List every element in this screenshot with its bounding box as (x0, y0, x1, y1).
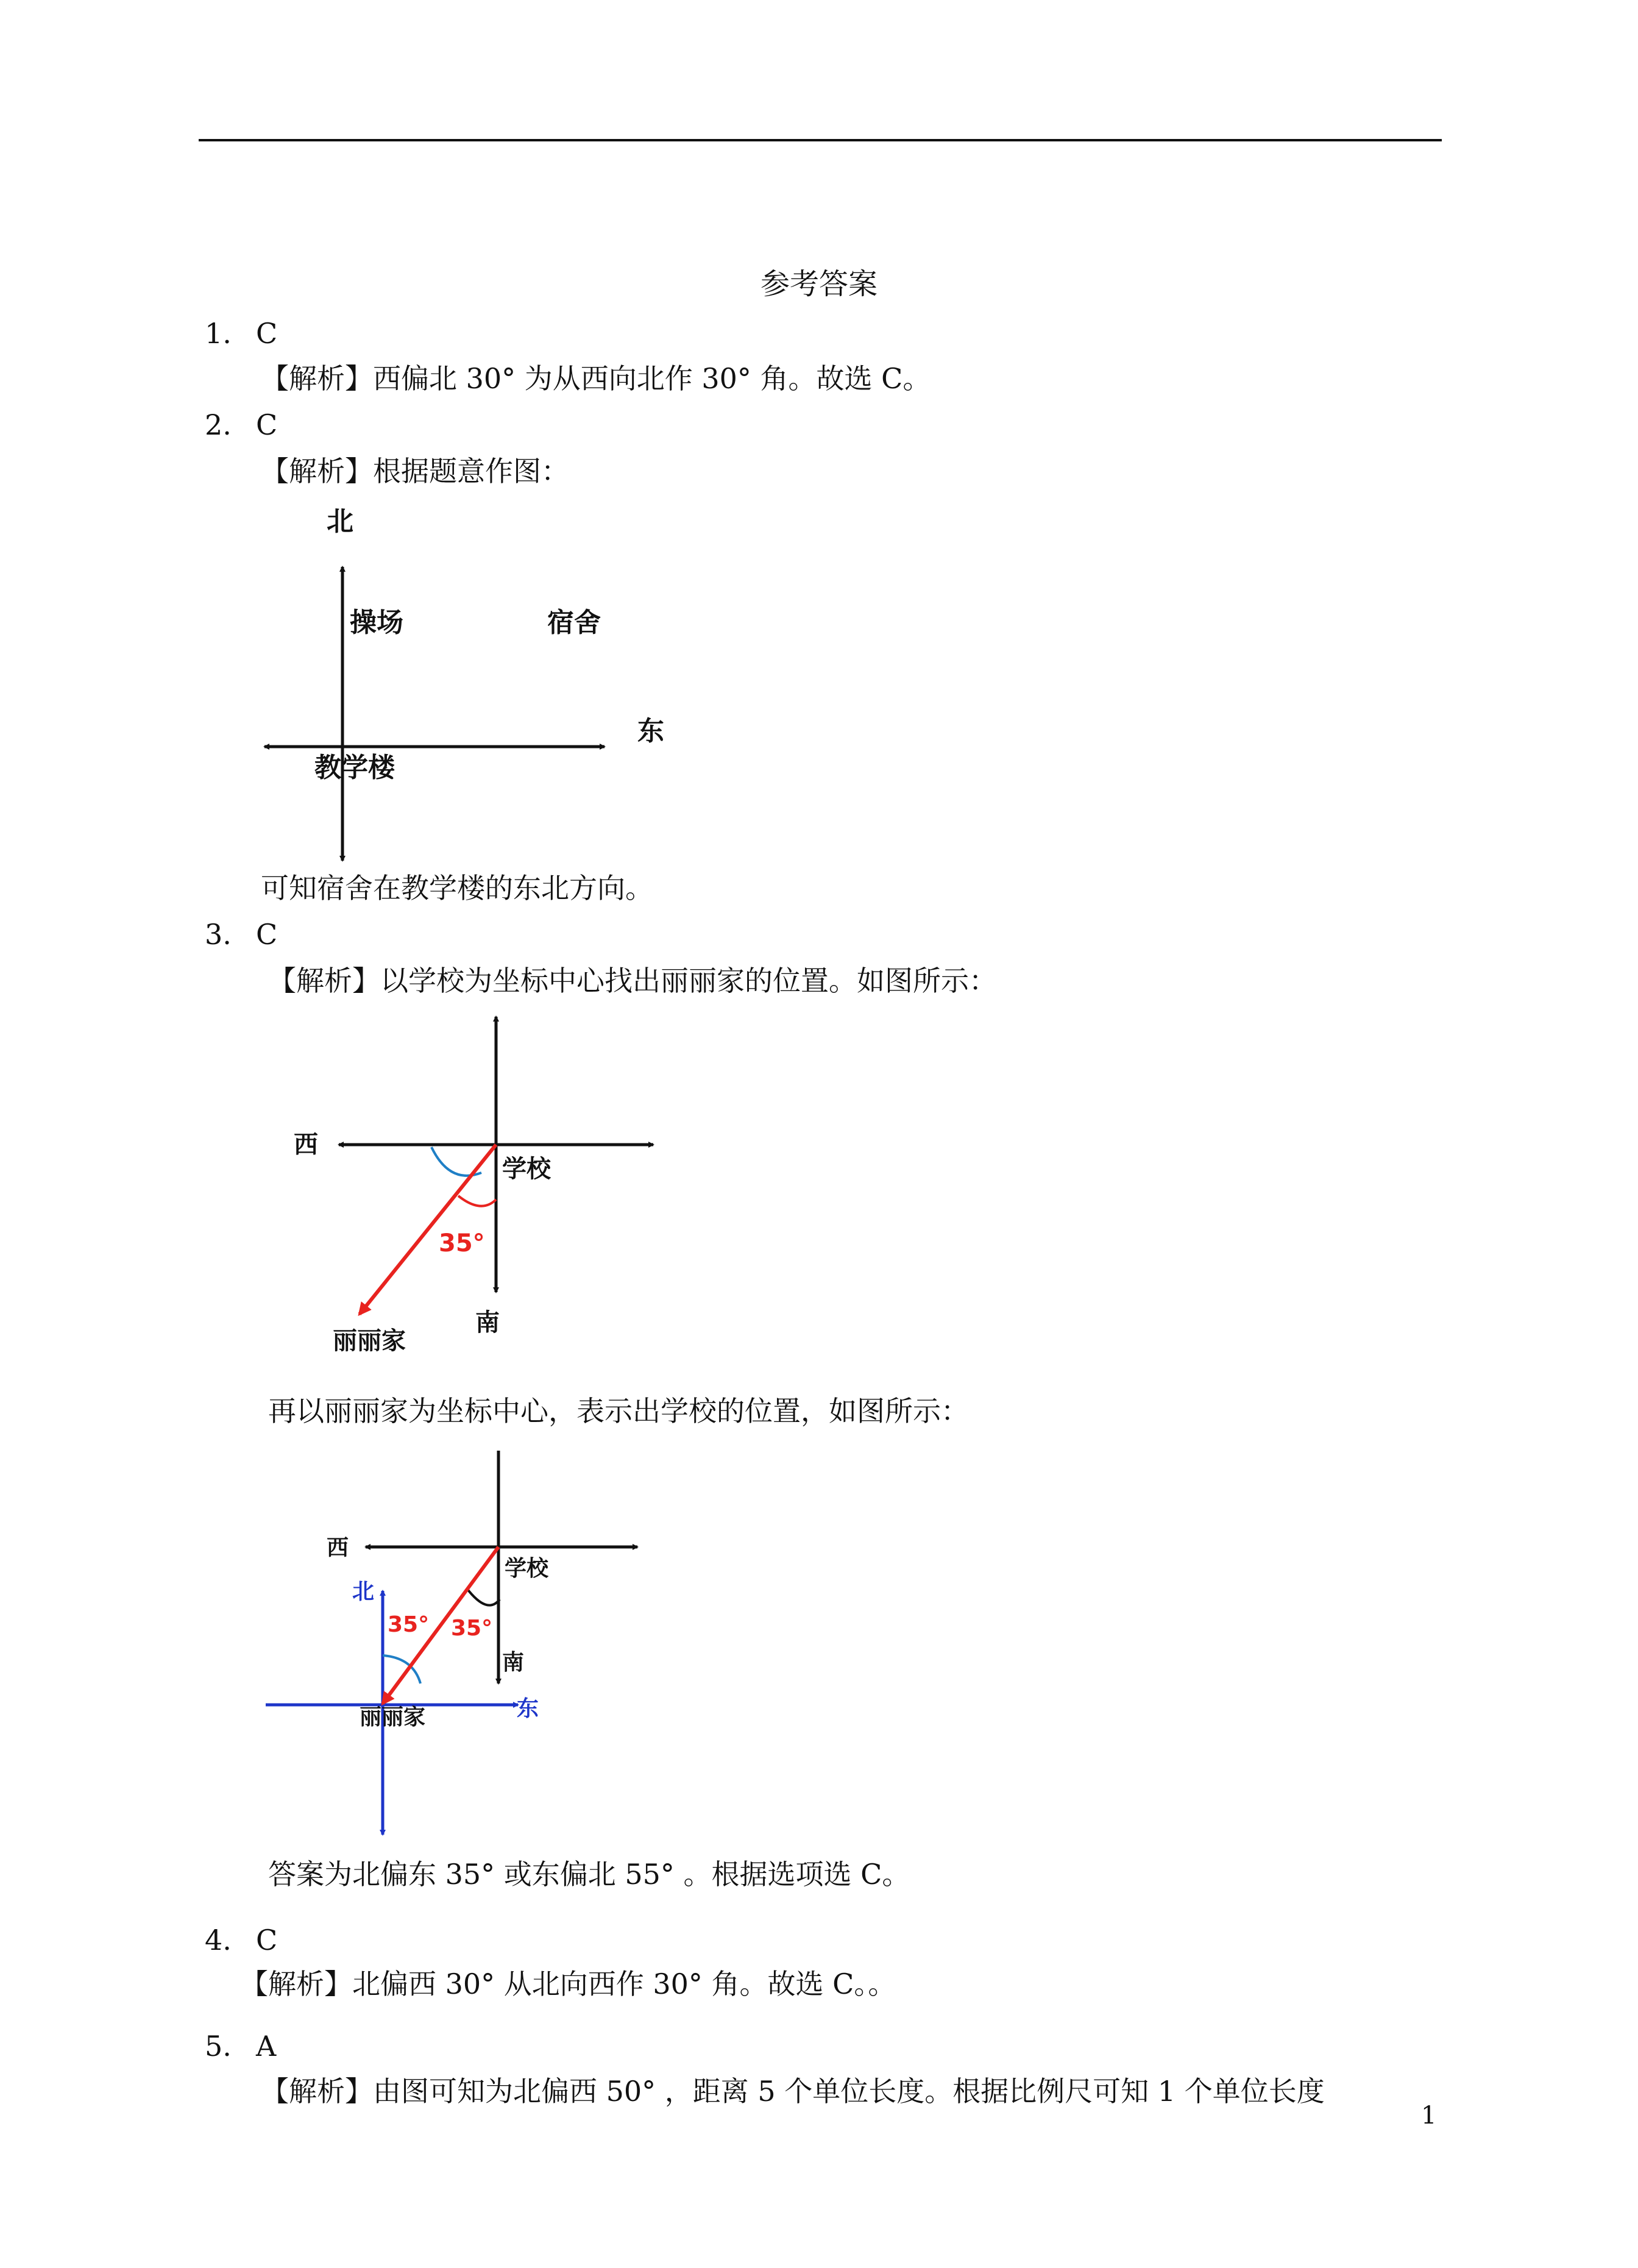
explanation-text: 再以丽丽家为坐标中心，表示出学校的位置，如图所示： (268, 1395, 969, 1427)
angle-arc-black (467, 1588, 500, 1605)
explanation-text: 【解析】北偏西 30° 从北向西作 30° 角。故选 C。。 (240, 1968, 896, 2000)
explanation-text: 【解析】由图可知为北偏西 50° ，距离 5 个单位长度。根据比例尺可知 1 个单位长度 (261, 2075, 1325, 2108)
item-answer: A (256, 2030, 277, 2063)
label-angle-b: 35° (451, 1616, 493, 1641)
label-south: 南 (475, 1309, 500, 1337)
label-dorm: 宿舍 (547, 607, 601, 638)
item-answer: C (256, 408, 278, 441)
label-west: 西 (294, 1131, 318, 1159)
label-home: 丽丽家 (360, 1705, 426, 1730)
label-teaching-building: 教学楼 (314, 752, 395, 783)
item-number: 2. (205, 408, 232, 441)
item-answer: C (256, 317, 278, 350)
explanation-text: 可知宿舍在教学楼的东北方向。 (261, 872, 653, 905)
label-west: 西 (327, 1535, 349, 1560)
item-answer: C (256, 918, 278, 951)
label-home: 丽丽家 (333, 1327, 406, 1355)
label-east-blue: 东 (517, 1696, 539, 1721)
page-number: 1 (1421, 2102, 1437, 2130)
label-south: 南 (502, 1650, 525, 1675)
explanation-text: 【解析】根据题意作图： (261, 455, 569, 488)
explanation-text: 答案为北偏东 35° 或东偏北 55° 。根据选项选 C。 (268, 1858, 910, 1891)
label-school: 学校 (502, 1155, 551, 1183)
label-north: 北 (327, 506, 353, 537)
label-east: 东 (637, 716, 664, 747)
label-playground: 操场 (350, 607, 403, 638)
angle-arc-red (458, 1196, 496, 1206)
item-number: 1. (205, 317, 232, 350)
item-number: 5. (205, 2030, 232, 2063)
label-angle: 35° (439, 1229, 485, 1257)
item-answer: C (256, 1924, 278, 1957)
label-school: 学校 (505, 1556, 549, 1581)
item-number: 3. (205, 918, 232, 951)
page-title: 参考答案 (760, 267, 878, 301)
label-angle-a: 35° (388, 1612, 430, 1637)
explanation-text: 【解析】西偏北 30° 为从西向北作 30° 角。故选 C。 (261, 362, 931, 395)
explanation-text: 【解析】以学校为坐标中心找出丽丽家的位置。如图所示： (268, 964, 997, 997)
item-number: 4. (205, 1924, 232, 1957)
label-north-blue: 北 (352, 1579, 375, 1604)
